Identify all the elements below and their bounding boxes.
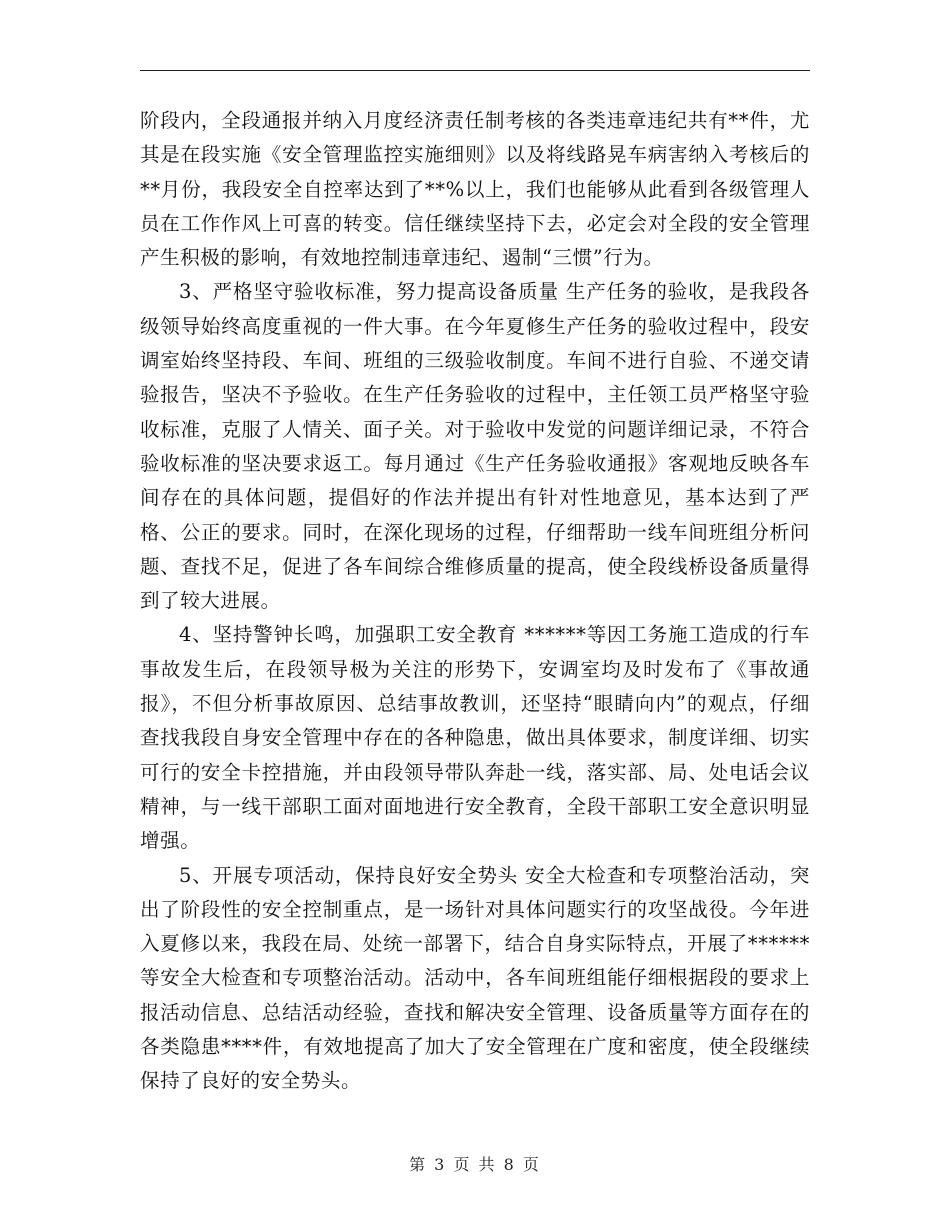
paragraph-continuation: 阶段内，全段通报并纳入月度经济责任制考核的各类违章违纪共有**件，尤其是在段实施《安全管理监控实施细则》以及将线路晃车病害纳入考核后的**月份，我段安全自控率达到了**%以上，我们也能够从此看到各级管理人员在工作作风上可喜的转变。信任继续坚持下去，必定会对全段的安全管理产生积极的影响，有效地控制违章违纪、遏制“三惯”行为。 bbox=[140, 109, 810, 270]
header-rule bbox=[140, 70, 810, 71]
paragraph-safety-education: 4、坚持警钟长鸣，加强职工安全教育 ******等因工务施工造成的行车事故发生后，在段领导极为关注的形势下，安调室均及时发布了《事故通报》，不但分析事故原因、总结事故教训，还坚持“眼睛向内”的观点，仔细查找我段自身安全管理中存在的各种隐患，做出具体要求，制度详细、切实可行的安全卡控措施，并由段领导带队奔赴一线，落实部、局、处电话会议精神，与一线干部职工面对面地进行安全教育，全段干部职工安全意识明显增强。 bbox=[140, 623, 810, 853]
paragraph-special-activities: 5、开展专项活动，保持良好安全势头 安全大检查和专项整治活动，突出了阶段性的安全控制重点，是一场针对具体问题实行的攻坚战役。今年进入夏修以来，我段在局、处统一部署下，结合自身实际特点，开展了******等安全大检查和专项整治活动。活动中，各车间班组能仔细根据段的要求上报活动信息、总结活动经验，查找和解决安全管理、设备质量等方面存在的各类隐患****件，有效地提高了加大了安全管理在广度和密度，使全段继续保持了良好的安全势头。 bbox=[140, 863, 810, 1093]
paragraph-acceptance-standards: 3、严格坚守验收标准，努力提高设备质量 生产任务的验收，是我段各级领导始终高度重视的一件大事。在今年夏修生产任务的验收过程中，段安调室始终坚持段、车间、班组的三级验收制度。车间不进行自验、不递交请验报告，坚决不予验收。在生产任务验收的过程中，主任领工员严格坚守验收标准，克服了人情关、面子关。对于验收中发觉的问题详细记录，不符合验收标准的坚决要求返工。每月通过《生产任务验收通报》客观地反映各车间存在的具体问题，提倡好的作法并提出有针对性地意见，基本达到了严格、公正的要求。同时，在深化现场的过程，仔细帮助一线车间班组分析问题、查找不足，促进了各车间综合维修质量的提高，使全段线桥设备质量得到了较大进展。 bbox=[140, 280, 810, 613]
document-body bbox=[140, 104, 810, 1099]
page-footer: 第 3 页 共 8 页 bbox=[409, 1155, 541, 1174]
